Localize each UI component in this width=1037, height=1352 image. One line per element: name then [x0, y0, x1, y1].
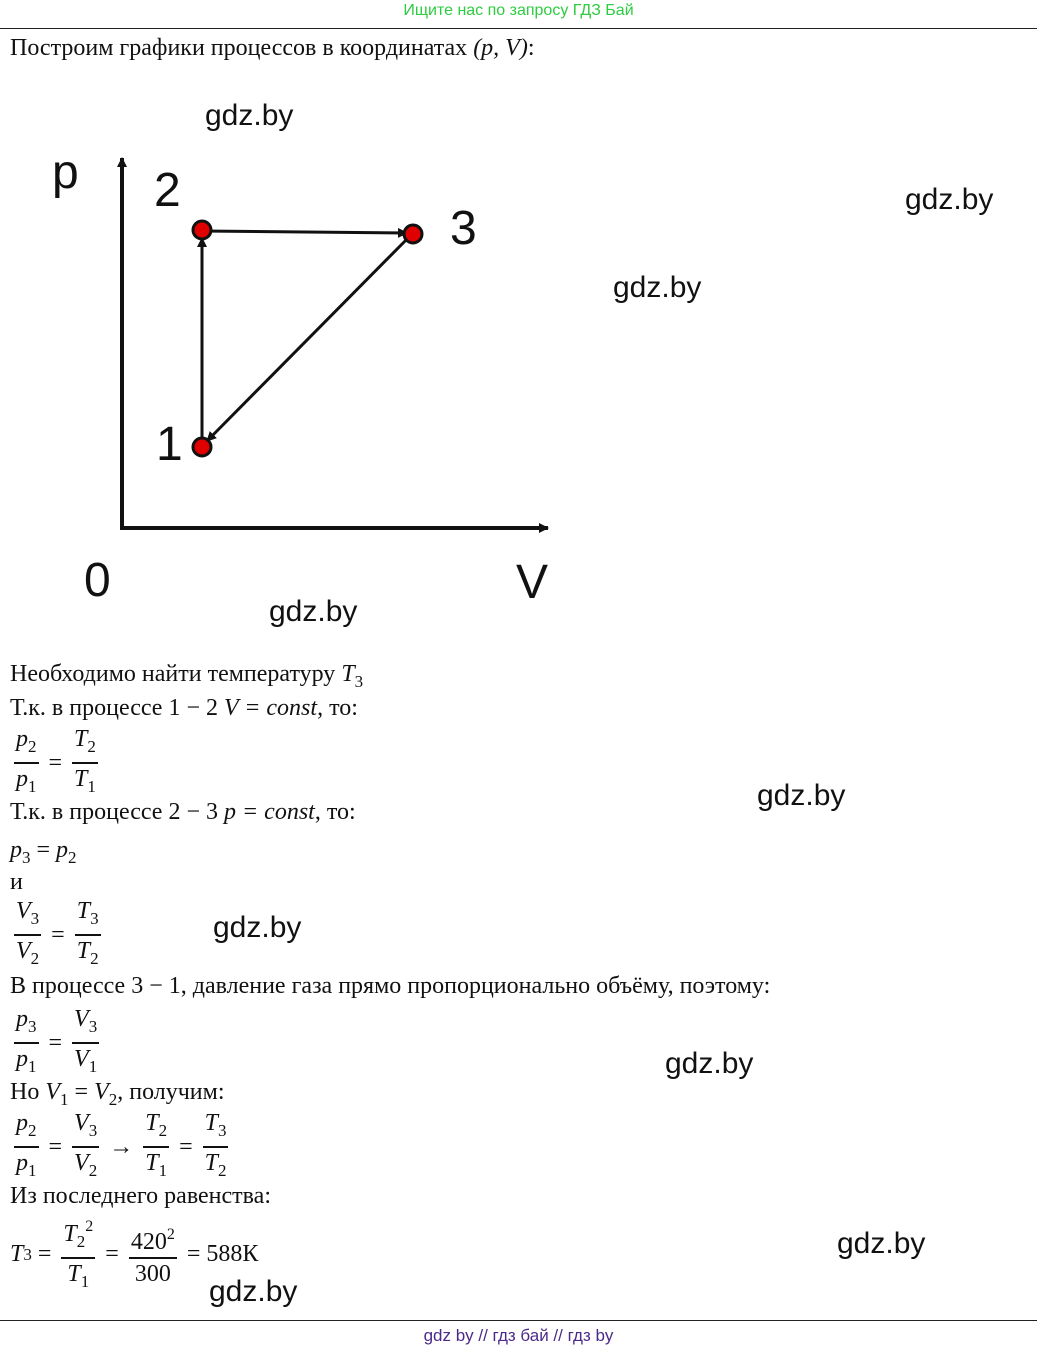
point-3-label: 3	[450, 202, 477, 255]
origin-label: 0	[84, 554, 111, 607]
watermark: gdz.by	[209, 1275, 298, 1308]
process-31-line: В процессе 3 − 1, давление газа прямо пропорционально объёму, поэтому:	[10, 973, 771, 999]
top-banner[interactable]: Ищите нас по запросу ГДЗ Бай	[403, 2, 634, 19]
intro-coords: (p, V)	[473, 35, 528, 61]
bottom-divider	[0, 1320, 1037, 1321]
point-1-marker	[193, 438, 211, 456]
equation-p3-p2: $p_3 = p_2$	[10, 837, 77, 867]
equation-p3p1-v3v1: $\frac{p_3}{p_1}$ = $\frac{V_3}{V_1}$	[16, 1006, 98, 1076]
from-last-line: Из последнего равенства:	[10, 1183, 271, 1209]
process-3-1	[207, 234, 412, 441]
equation-result: T 3 = $\frac{T_2^2}{T_1}$ = $\frac{420^2}{300}$ = 588К	[10, 1212, 264, 1297]
but-line: Но $V_1 = V_2$, получим:	[10, 1079, 225, 1109]
intro-text: Построим графики процессов в координатах	[10, 35, 468, 61]
process-12-line: Т.к. в процессе 1 − 2 V = const, то:	[10, 695, 358, 721]
process-2-3	[202, 231, 407, 233]
pv-diagram	[0, 0, 1037, 640]
watermark: gdz.by	[665, 1047, 754, 1080]
point-1-label: 1	[156, 418, 183, 471]
axis-v-label: V	[516, 556, 549, 609]
point-3-marker	[404, 225, 422, 243]
and-line: и	[10, 869, 23, 895]
process-23-line: Т.к. в процессе 2 − 3 p = const, то:	[10, 799, 356, 825]
watermark: gdz.by	[205, 99, 294, 132]
point-2-label: 2	[154, 164, 181, 217]
equation-chain: $\frac{p_2}{p_1}$ = $\frac{V_3}{V_2}$ → $\frac{T_2}{T_1}$ = $\frac{T_3}{T_2}$	[16, 1110, 227, 1180]
axes	[122, 158, 548, 530]
watermark: gdz.by	[213, 911, 302, 944]
axis-p-label: p	[52, 146, 79, 199]
watermark: gdz.by	[613, 271, 702, 304]
point-2-marker	[193, 221, 211, 239]
equation-p2p1-t2t1: $\frac{p_2}{p_1}$ = $\frac{T_2}{T_1}$	[16, 726, 96, 796]
footer-links[interactable]: gdz by // гдз бай // гдз by	[423, 1326, 614, 1345]
intro-colon: :	[527, 35, 535, 61]
watermark: gdz.by	[757, 779, 846, 812]
watermark: gdz.by	[837, 1227, 926, 1260]
watermark: gdz.by	[905, 183, 994, 216]
equation-v3v2-t3t2: $\frac{V_3}{V_2}$ = $\frac{T_3}{T_2}$	[16, 898, 99, 968]
watermark: gdz.by	[269, 595, 358, 628]
find-line: Необходимо найти температуру $T_3$	[10, 661, 364, 691]
